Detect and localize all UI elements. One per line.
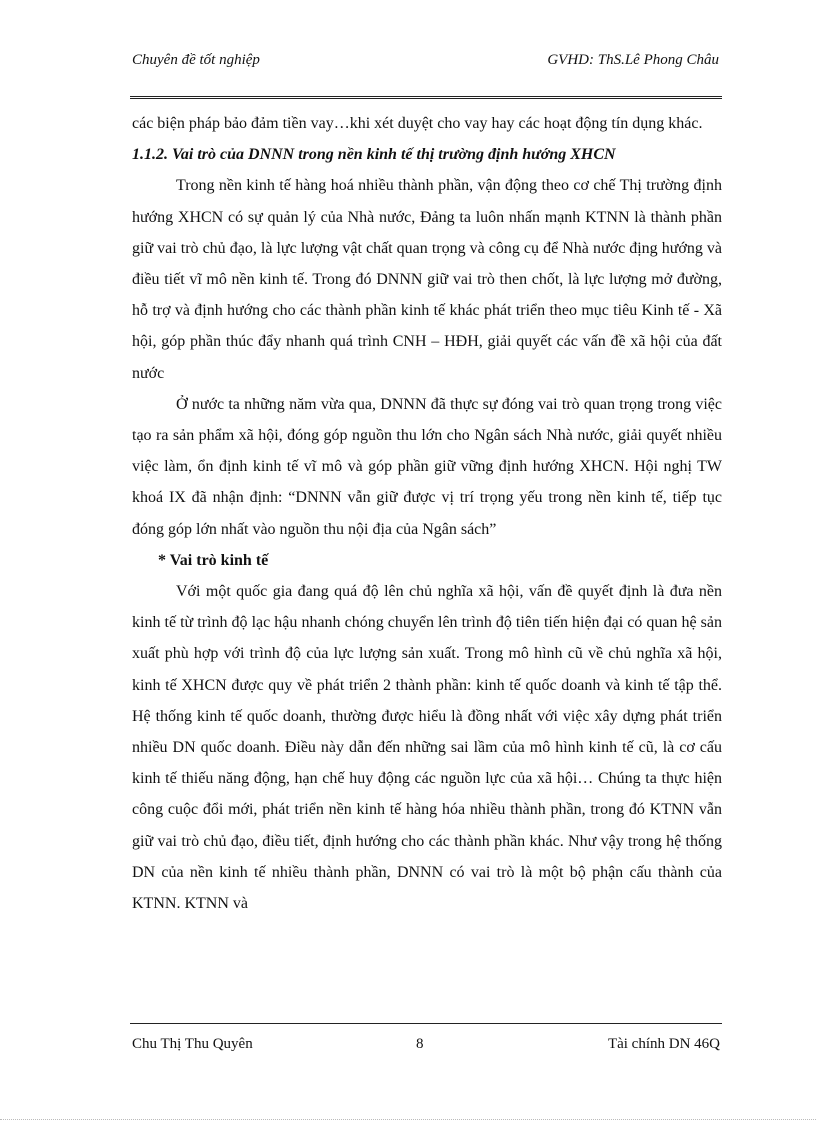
header-divider: [130, 96, 722, 99]
footer-class: Tài chính DN 46Q: [607, 1036, 720, 1052]
paragraph-1: các biện pháp bảo đảm tiền vay…khi xét duyệt cho vay hay các hoạt động tín dụng khác.: [132, 115, 703, 132]
document-body: [132, 108, 722, 919]
footer-author: Chu Thị Thu Quyên: [132, 1036, 253, 1052]
section-heading: 1.1.2. Vai trò của DNNN trong nền kinh tế thị trường định hướng XHCN: [132, 146, 616, 164]
page-number: 8: [416, 1036, 424, 1052]
header-title: Chuyên đề tốt nghiệp: [132, 52, 260, 68]
footer-divider: [130, 1023, 722, 1024]
paragraph-3: Ở nước ta những năm vừa qua, DNNN đã thực sự đóng vai trò quan trọng trong việc tạo ra sản phẩm xã hội, đóng góp nguồn thu lớn cho Ngân sách Nhà nước, giải quyết nhiều việc làm, ổn định kinh tế vĩ mô và góp phần giữ vững định hướng XHCN. Hội nghị TW khoá IX đã nhận định: “DNNN vẫn giữ được vị trí trọng yếu trong nền kinh tế, tiếp tục đóng góp lớn nhất vào nguồn thu nội địa của Ngân sách”: [132, 395, 722, 538]
sub-heading: * Vai trò kinh tế: [158, 551, 269, 569]
page-edge-divider: [0, 1119, 816, 1120]
paragraph-2: Trong nền kinh tế hàng hoá nhiều thành phần, vận động theo cơ chế Thị trường định hướng XHCN có sự quản lý của Nhà nước, Đảng ta luôn nhấn mạnh KTNN là thành phần giữ vai trò chủ đạo, là lực lượng vật chất quan trọng và công cụ để Nhà nước địng hướng và điều tiết vĩ mô nền kinh tế. Trong đó DNNN giữ vai trò then chốt, là lực lượng mở đường, hỗ trợ và định hướng cho các thành phần kinh tế khác phát triển theo mục tiêu Kinh tế - Xã hội, góp phần thúc đẩy nhanh quá trình CNH – HĐH, giải quyết các vấn đề xã hội của đất nước: [132, 177, 722, 382]
paragraph-4: Với một quốc gia đang quá độ lên chủ nghĩa xã hội, vấn đề quyết định là đưa nền kinh tế từ trình độ lạc hậu nhanh chóng chuyển lên trình độ tiên tiến hiện đại có quan hệ sản xuất phù hợp với trình độ của lực lượng sản xuất. Trong mô hình cũ về chủ nghĩa xã hội, kinh tế XHCN được quy về phát triển 2 thành phần: kinh tế quốc doanh và kinh tế tập thể. Hệ thống kinh tế quốc doanh, thường được hiểu là đồng nhất với việc xây dựng phát triển nhiều DN quốc doanh. Điều này dẫn đến những sai lầm của mô hình kinh tế cũ, là cơ cấu kinh tế thiếu năng động, hạn chế huy động các nguồn lực của xã hội… Chúng ta thực hiện công cuộc đổi mới, phát triển nền kinh tế hàng hóa nhiều thành phần, trong đó KTNN vẫn giữ vai trò chủ đạo, điều tiết, định hướng cho các thành phần khác. Như vậy trong hệ thống DN của nền kinh tế nhiều thành phần, DNNN có vai trò là một bộ phận cấu thành của KTNN. KTNN và: [132, 583, 722, 913]
header-advisor: GVHD: ThS.Lê Phong Châu: [547, 52, 719, 68]
